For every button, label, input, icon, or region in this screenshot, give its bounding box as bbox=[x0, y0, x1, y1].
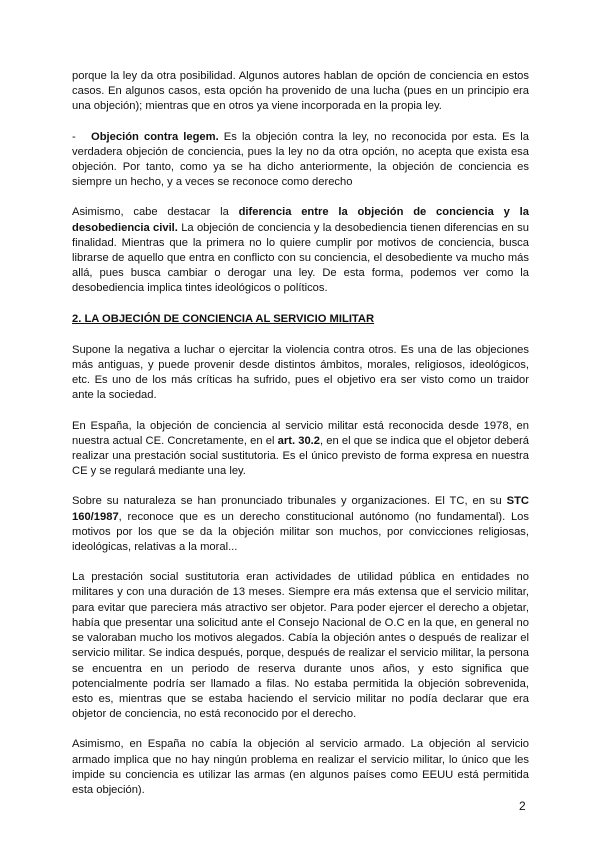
paragraph-prestacion bbox=[72, 570, 529, 722]
paragraph-text: La prestación social sustitutoria eran actividades de utilidad pública en entidades no militares y con una duración de 13 meses. Siempre era más extensa que el servicio militar, para evitar que pareciera más atractivo ser objetor. Para poder ejercer el derecho a objetar, había que presentar una solicitud ante el Consejo Nacional de O.C en la que, en general no se valoraban mucho los motivos alegados. Cabía la objeción antes o después de realizar el servicio militar. Se indica después, porque, después de realizar el servicio militar, la persona se encuentra en un periodo de reserva durante unos años, y esto significa que potencialmente podría ser llamado a filas. No estaba permitida la objeción sobrevenida, esto es, mientras que se estaba haciendo el servicio militar no podía declarar que era objetor de conciencia, no está reconocido por el derecho. bbox=[72, 571, 529, 721]
paragraph-negativa bbox=[72, 343, 529, 404]
section-title: 2. LA OBJECIÓN DE CONCIENCIA AL SERVICIO MILITAR bbox=[72, 312, 375, 325]
paragraph-text: , reconoce que es un derecho constitucional autónomo (no fundamental). Los motivos por los que se da la objeción militar son muchos, por convicciones religiosas, ideológicas, relativas a la moral... bbox=[72, 510, 529, 554]
page-number: 2 bbox=[519, 799, 526, 813]
list-dash: - bbox=[72, 130, 92, 143]
bold-term: diferencia entre la objeción de conciencia y la desobediencia civil. bbox=[72, 206, 529, 234]
paragraph-opcion-conciencia bbox=[72, 69, 529, 115]
paragraph-text: Es la objeción contra la ley, no reconocida por esta. Es la verdadera objeción de conciencia, pues la ley no da otra opción, no acepta que exista esa objeción. Por tanto, como ya se ha dicho anteriormente, la objeción de conciencia es siempre un hecho, y a veces se reconoce como derecho bbox=[72, 130, 529, 189]
bold-term: Objeción contra legem. bbox=[91, 130, 219, 143]
paragraph-text: En España, la objeción de conciencia al servicio militar está reconocida desde 1978, en nuestra actual CE. Concretamente, en el bbox=[72, 419, 529, 447]
paragraph-text: , en el que se indica que el objetor deberá realizar una prestación social sustitutoria. Es el único previsto de forma expresa en nuestra CE y se regulará mediante una ley. bbox=[72, 434, 530, 478]
paragraph-desobediencia bbox=[72, 205, 529, 296]
paragraph-text: porque la ley da otra posibilidad. Algunos autores hablan de opción de conciencia en estos casos. En algunos casos, esta opción ha provenido de una lucha (pues en un principio era una objeción); mientras que en otros ya viene incorporada en la propia ley. bbox=[72, 70, 529, 113]
paragraph-espana bbox=[72, 419, 529, 480]
paragraph-text: La objeción de conciencia y la desobediencia tienen diferencias en su finalidad. Mientras que la primera no lo quiere cumplir por motivos de conciencia, busca librarse de aquello que entra en conflicto con su conciencia, el desobediente va mucho más allá, pues busca cambiar o derogar una ley. De esta forma, podemos ver como la desobediencia implica tintes ideológicos o políticos. bbox=[72, 221, 529, 295]
paragraph-contra-legem bbox=[72, 130, 529, 191]
paragraph-text: Supone la negativa a luchar o ejercitar la violencia contra otros. Es una de las objeciones más antiguas, y puede provenir desde distintos ámbitos, morales, religiosos, ideológicos, etc. Es uno de los más críticas ha sufrido, pues el objetivo era ser visto como un traidor ante la sociedad. bbox=[72, 343, 529, 402]
paragraph-text: Asimismo, cabe destacar la bbox=[72, 206, 239, 219]
bold-term: STC 160/1987 bbox=[72, 495, 529, 523]
document-body bbox=[72, 69, 529, 813]
paragraph-naturaleza bbox=[72, 494, 529, 555]
paragraph-servicio-armado bbox=[72, 737, 529, 798]
paragraph-text: Sobre su naturaleza se han pronunciado tribunales y organizaciones. El TC, en su bbox=[72, 495, 507, 508]
paragraph-text: Asimismo, en España no cabía la objeción al servicio armado. La objeción al servicio armado implica que no hay ningún problema en realizar el servicio militar, lo único que les impide su conciencia es utilizar las armas (en algunos países como EEUU está permitida esta objeción). bbox=[72, 738, 529, 796]
bold-term: art. 30.2 bbox=[277, 434, 321, 447]
